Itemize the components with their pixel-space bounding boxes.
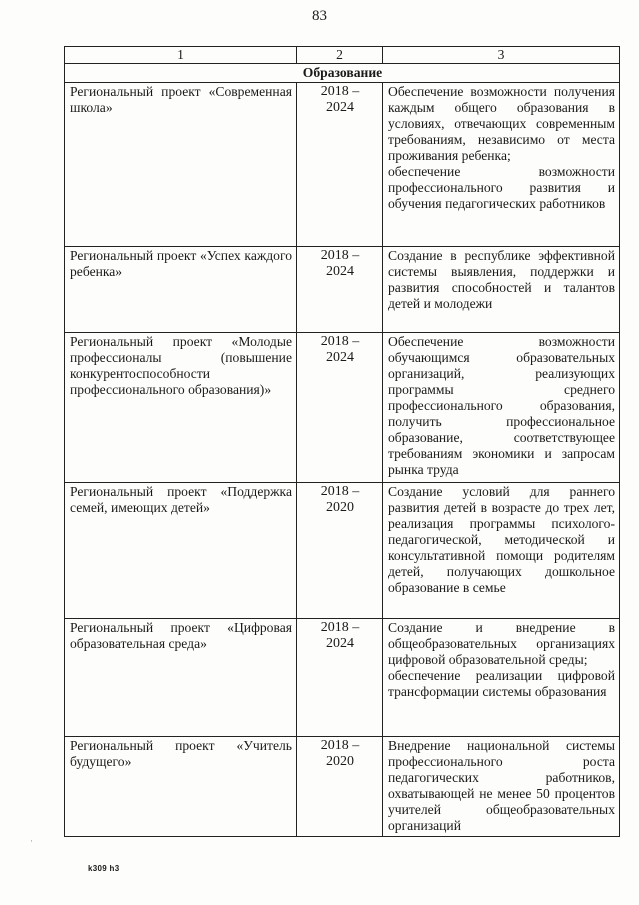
table-body (65, 47, 620, 837)
project-description (383, 333, 620, 483)
project-row (65, 333, 620, 483)
project-row (65, 83, 620, 247)
period-end: 2020 (326, 754, 354, 769)
project-description (383, 619, 620, 737)
column-number-row (65, 47, 620, 64)
project-description (383, 737, 620, 837)
description-paragraph: Внедрение национальной системы профессионального роста педагогических работников, охватывающей не менее 50 процентов учителей общеобразовательных организаций (388, 738, 615, 833)
column-number-3: 3 (383, 47, 620, 64)
project-name: Региональный проект «Современная школа» (65, 83, 297, 247)
section-row (65, 64, 620, 83)
period-end: 2024 (326, 350, 354, 365)
project-description (383, 83, 620, 247)
project-name: Региональный проект «Молодые профессионалы (повышение конкурентоспособности профессионального образования)» (65, 333, 297, 483)
period-start: 2018 – (320, 84, 360, 99)
description-paragraph: обеспечение возможности профессионального развития и обучения педагогических работников (388, 164, 615, 211)
project-period (297, 619, 383, 737)
period-start: 2018 – (320, 248, 360, 263)
project-period (297, 83, 383, 247)
scan-artifact: · (30, 836, 33, 846)
section-title: Образование (65, 64, 620, 83)
project-period (297, 247, 383, 333)
description-paragraph: Создание в республике эффективной системы выявления, поддержки и развития способностей и талантов детей и молодежи (388, 248, 615, 311)
project-name: Региональный проект «Успех каждого ребенка» (65, 247, 297, 333)
project-period (297, 483, 383, 619)
description-paragraph: Создание условий для раннего развития детей в возрасте до трех лет, реализация программы психолого-педагогической, методической и консультативной помощи родителям детей, получающих дошкольное образование в семье (388, 484, 615, 595)
page-number: 83 (312, 8, 327, 24)
project-description (383, 483, 620, 619)
project-description (383, 247, 620, 333)
description-paragraph: Создание и внедрение в общеобразовательных организациях цифровой образовательной среды; (388, 620, 615, 667)
period-end: 2024 (326, 636, 354, 651)
period-end: 2020 (326, 500, 354, 515)
description-paragraph: Обеспечение возможности получения каждым общего образования в условиях, отвечающих современным требованиям, независимо от места проживания ребенка; (388, 84, 615, 163)
period-start: 2018 – (320, 738, 360, 753)
column-number-1: 1 (65, 47, 297, 64)
project-period (297, 333, 383, 483)
project-name: Региональный проект «Цифровая образовательная среда» (65, 619, 297, 737)
project-row (65, 483, 620, 619)
period-start: 2018 – (320, 334, 360, 349)
project-name: Региональный проект «Поддержка семей, имеющих детей» (65, 483, 297, 619)
period-start: 2018 – (320, 620, 360, 635)
description-paragraph: Обеспечение возможности обучающимся образовательных организаций, реализующих программы среднего профессионального образования, получить профессиональное образование, соответствующее требованиям экономики и запросам рынка труда (388, 334, 615, 477)
period-start: 2018 – (320, 484, 360, 499)
period-end: 2024 (326, 100, 354, 115)
period-end: 2024 (326, 264, 354, 279)
project-row (65, 247, 620, 333)
project-row (65, 619, 620, 737)
projects-table (64, 46, 620, 837)
column-number-2: 2 (297, 47, 383, 64)
project-name: Региональный проект «Учитель будущего» (65, 737, 297, 837)
project-period (297, 737, 383, 837)
footer-code: k309 h3 (88, 864, 120, 873)
description-paragraph: обеспечение реализации цифровой трансформации системы образования (388, 668, 615, 699)
project-row (65, 737, 620, 837)
